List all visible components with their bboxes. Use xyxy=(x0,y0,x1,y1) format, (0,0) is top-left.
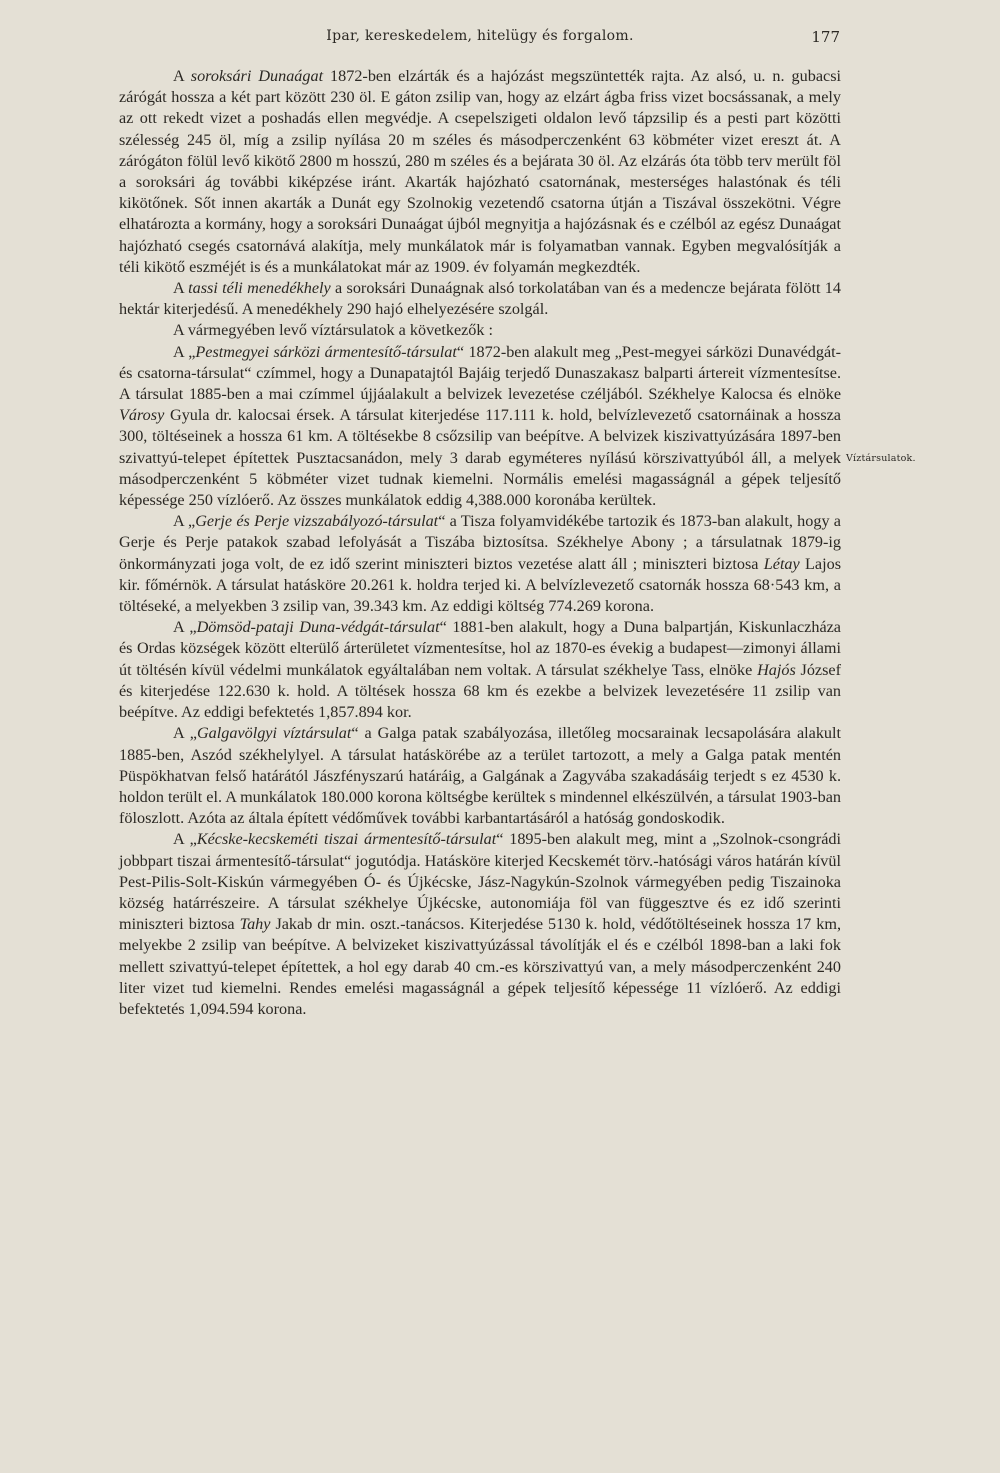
paragraph xyxy=(119,320,841,341)
text-run: A xyxy=(173,279,189,298)
italic-run: Hajós xyxy=(757,660,796,679)
text-run: Lajos kir. főmérnök. A társulat hatásköre 20.261 k. holdra terjed ki. A belvízlevezető csatornák hossza 68·543 km, a töltéseké, a melyekben 3 zsilip van, 39.343 km. Az eddigi költség 774.269 korona. xyxy=(119,554,841,616)
text-run: “ 1872-ben alakult meg „Pest-megyei sárközi Dunavédgát- és csatorna-társulat“ czímmel, hogy a Dunapatajtól Bajáig terjedő Dunaszakasz balparti ártereit vízmentesítse. A társulat 1885-ben a mai czímmel újjáalakult a belvizek levezetése czéljából. Székhelye Kalocsa és elnöke xyxy=(119,342,842,404)
paragraph xyxy=(119,723,841,829)
paragraph xyxy=(119,617,841,723)
page-header xyxy=(120,28,840,52)
body-text xyxy=(119,66,841,1020)
text-run: A „ xyxy=(173,512,196,531)
text-run: 1872-ben elzárták és a hajózást megszüntették rajta. Az alsó, u. n. gubacsi zárógát hossza a két part között 230 öl. E gáton zsilip van, hogy az elzárt ágba friss vizet bocsássanak, a mely az ott rekedt vizet a poshadás ellen megvédje. A csepelszigeti oldalon levő tápzsilip és a pesti part közötti szélesség 245 öl, míg a zsilip nyílása 20 m széles és másodperczenként 63 köbméter vizet ereszt át. A zárógáton fölül levő kikötő 2800 m hosszú, 280 m széles és a bejárata 30 öl. Az elzárás óta több terv merült föl a soroksári ág további kiképzése iránt. Akarták hajózható csatornának, mesterséges halastónak és téli kikötőnek. Sőt innen akarták a Dunát egy Szolnokig vezetendő csatorna útján a Tiszával összekötni. Végre elhatározta a kormány, hogy a soroksári Dunaágat újból megnyitja a hajózásnak és e czélból az egész Dunaágat hajózható csegés csatornává alakítja, mely munkálatok már is folyamatban vannak. Egyben megvalósítják a téli kikötő eszméjét is és a munkálatokat már az 1909. év folyamán megkezdték. xyxy=(119,67,842,276)
text-run: “ a Tisza folyamvidékébe tartozik és 1873-ban alakult, hogy a Gerje és Perje patakok szabad lefolyását a Tiszába biztosítsa. Székhelye Abony ; a társulatnak 1879-ig önkormányzati joga volt, de ez idő szerint miniszteri biztos vezetése alatt áll ; miniszteri biztosa xyxy=(119,512,841,573)
text-run: A „ xyxy=(173,618,197,637)
paragraph xyxy=(119,342,841,512)
italic-run: tassi téli menedékhely xyxy=(188,279,331,298)
text-run: Gyula dr. kalocsai érsek. A társulat kiterjedése 117.111 k. hold, belvízlevezető csatornáinak a hossza 300, töltéseinek a hossza 61 km. A töltésekbe 8 csőzsilip van beépítve. A belvizek kiszivattyúzására 1897-ben szivattyú-telepet építettek Pusztacsanádon, mely 3 darab egyméteres nyílású körszivattyúból áll, a melyek másodperczenként 5 köbméter vizet tudnak kiemelni. Normális emelési magasságnál a gépek teljesítő képessége 250 vízlóerő. Az összes munkálatok eddig 4,388.000 koronába kerültek. xyxy=(119,406,841,510)
italic-run: Gerje és Perje vizszabályozó-társulat xyxy=(195,512,439,531)
text-run: A „ xyxy=(173,724,197,743)
text-run: “ 1895-ben alakult meg, mint a „Szolnok-csongrádi jobbpart tiszai ármentesítő-társulat“ jogutódja. Hatásköre kiterjed Kecskemét törv.-hatósági város határán kívül Pest-Pilis-Solt-Kiskún vármegyében Ó- és Újkécske, Jász-Nagykún-Szolnok vármegyében pedig Tiszainoka község határrészeire. A társulat székhelye Újkécske, autonomiája föl van függesztve és ez idő szerinti miniszteri biztosa xyxy=(119,830,841,934)
text-run: József és kiterjedése 122.630 k. hold. A töltések hossza 68 km és ezekbe a belvizek levezetésére 11 zsilip van beépítve. Az eddigi befektetés 1,857.894 kor. xyxy=(119,660,841,722)
italic-run: Kécske-kecskeméti tiszai ármentesítő-társulat xyxy=(196,830,497,849)
italic-run: soroksári Dunaágat xyxy=(190,67,324,85)
paragraph xyxy=(119,829,841,1020)
running-head: Ipar, kereskedelem, hitelügy és forgalom. xyxy=(326,28,634,44)
italic-run: Dömsöd-pataji Duna-védgát-társulat xyxy=(196,618,440,637)
text-run: “ a Galga patak szabályozása, illetőleg mocsarainak lecsapolására alakult 1885-ben, Aszód székhelylyel. A társulat hatáskörébe az a terület tartozott, a mely a Galga patak mentén Püspökhatvan felső határától Jászfényszarú határáig, a Galgának a Zagyvába szakadásáig terjedt s ez 4530 k. holdon terült el. A munkálatok 180.000 korona költségbe kerültek s mindennel elkészülvén, a társulat 1903-ban föloszlott. Azóta az általa épített védőművek további karbantartásáról a hatóság gondoskodik. xyxy=(119,724,842,828)
text-run: Jakab dr min. oszt.-tanácsos. Kiterjedése 5130 k. hold, védőtöltéseinek hossza 17 km, melyekbe 2 zsilip van beépítve. A belvizeket kiszivattyúzással távolítják el és e czélból 1898-ban a laki fok mellett szivattyú-telepet építettek, a hol egy darab 40 cm.-es körszivattyú van, a mely másodperczenként 240 liter vizet tud kiemelni. Rendes emelési magasságnál a gépek teljesítő képessége 11 vízlóerő. Az eddigi befektetés 1,094.594 korona. xyxy=(119,915,841,1018)
page-number: 177 xyxy=(811,28,840,46)
text-run: “ 1881-ben alakult, hogy a Duna balpartján, Kiskunlaczháza és Ordas községek között elterülő árterületet vízmentesítse, hol az 1870-es évekig a budapest—zimonyi állami út töltésén kívül védelmi munkálatok egyáltalában nem voltak. A társulat székhelye Tass, elnöke xyxy=(119,618,841,679)
text-run: A „ xyxy=(173,830,197,849)
paragraph xyxy=(119,278,841,320)
text-run: a soroksári Dunaágnak alsó torkolatában van és a medencze bejárata fölött 14 hektár kiterjedésű. A menedékhely 290 hajó elhelyezésére szolgál. xyxy=(119,279,841,319)
italic-run: Tahy xyxy=(239,915,271,934)
margin-note: Víztársulatok. xyxy=(846,453,916,464)
text-run: A vármegyében levő víztársulatok a következők : xyxy=(173,321,494,340)
italic-run: Városy xyxy=(119,406,165,425)
italic-run: Pestmegyei sárközi ármentesítő-társulat xyxy=(195,342,457,361)
italic-run: Galgavölgyi víztársulat xyxy=(196,724,352,743)
text-run: A „ xyxy=(173,342,196,361)
text-run: A xyxy=(173,67,191,85)
paragraph xyxy=(119,511,841,617)
paragraph xyxy=(119,66,841,278)
italic-run: Létay xyxy=(763,554,800,573)
